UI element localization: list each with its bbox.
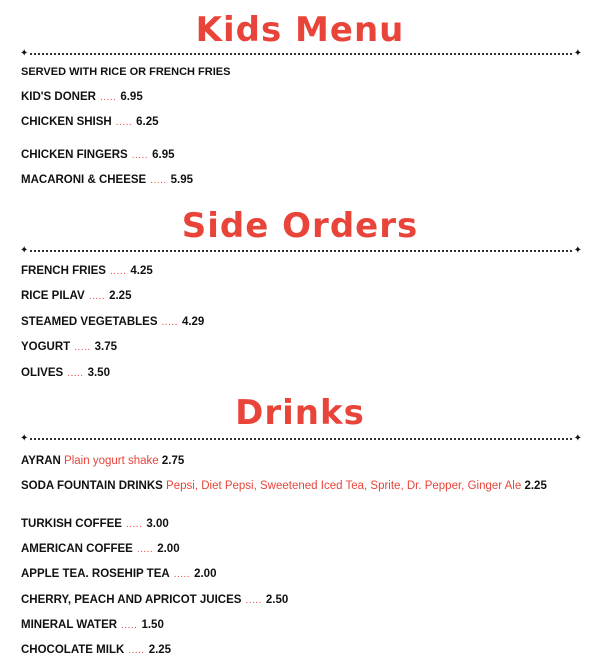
menu-item	[21, 315, 204, 330]
star-icon: ✦	[20, 48, 29, 59]
item-price: 2.25	[148, 644, 172, 656]
item-leader: .....	[128, 645, 145, 656]
item-price: 4.29	[181, 316, 205, 328]
menu-item	[21, 593, 288, 608]
item-price: 2.00	[194, 568, 217, 580]
menu-item	[21, 115, 159, 130]
item-price: 3.00	[146, 518, 169, 530]
kids-menu-title: Kids Menu	[195, 10, 405, 50]
kids-served-note: SERVED WITH RICE OR FRENCH FRIES	[21, 66, 231, 78]
item-name: STEAMED VEGETABLES	[21, 316, 158, 328]
item-price: 2.00	[157, 543, 180, 555]
item-leader: .....	[74, 342, 91, 353]
dotted-rule	[30, 250, 572, 252]
item-name: APPLE TEA. ROSEHIP TEA	[21, 568, 170, 580]
menu-item	[21, 340, 117, 355]
item-description: Plain yogurt shake	[64, 455, 159, 467]
item-name: TURKISH COFFEE	[21, 518, 122, 530]
menu-item	[21, 479, 561, 493]
item-leader: .....	[150, 175, 167, 186]
item-price: 2.25	[524, 480, 547, 492]
item-price: 3.50	[87, 367, 110, 379]
item-leader: .....	[173, 569, 191, 580]
item-price: 4.25	[130, 265, 153, 277]
menu-item	[21, 366, 110, 381]
item-name: RICE PILAV	[21, 290, 85, 302]
item-price: 2.50	[265, 594, 289, 606]
item-leader: .....	[99, 92, 117, 103]
item-description: Pepsi, Diet Pepsi, Sweetened Iced Tea, Sprite, Dr. Pepper, Ginger Ale	[166, 480, 522, 492]
item-name: CHICKEN SHISH	[21, 116, 112, 128]
menu-item	[21, 567, 216, 582]
section-divider	[22, 50, 580, 58]
menu-item	[21, 454, 184, 468]
menu-item	[21, 264, 153, 279]
item-name: FRENCH FRIES	[21, 265, 106, 277]
section-divider	[22, 247, 580, 255]
section-divider	[22, 435, 580, 443]
item-leader: .....	[115, 117, 133, 128]
item-leader: .....	[131, 150, 149, 161]
item-name: CHOCOLATE MILK	[21, 644, 125, 656]
item-name: KID'S DONER	[21, 91, 96, 103]
menu-item	[21, 517, 169, 532]
dotted-rule	[30, 438, 572, 440]
star-icon: ✦	[573, 245, 582, 256]
star-icon: ✦	[573, 48, 582, 59]
item-name: AMERICAN COFFEE	[21, 543, 133, 555]
item-leader: .....	[125, 519, 143, 530]
star-icon: ✦	[20, 245, 29, 256]
star-icon: ✦	[20, 433, 29, 444]
item-price: 6.95	[120, 91, 143, 103]
menu-item	[21, 173, 193, 188]
item-leader: .....	[88, 291, 106, 302]
item-name: MINERAL WATER	[21, 619, 118, 631]
side-orders-title: Side Orders	[181, 206, 419, 246]
item-name: MACARONI & CHEESE	[21, 174, 147, 186]
menu-item	[21, 618, 164, 633]
item-price: 3.75	[94, 341, 117, 353]
menu-item	[21, 289, 131, 304]
item-leader: .....	[245, 595, 262, 606]
item-name: CHERRY, PEACH AND APRICOT JUICES	[21, 594, 242, 606]
item-name: CHICKEN FINGERS	[21, 149, 128, 161]
item-price: 2.25	[109, 290, 132, 302]
item-price: 1.50	[141, 619, 164, 631]
item-price: 6.25	[136, 116, 159, 128]
item-name: YOGURT	[21, 341, 71, 353]
item-price: 5.95	[170, 174, 194, 186]
menu-item	[21, 643, 171, 658]
menu-item	[21, 148, 175, 163]
item-leader: .....	[121, 620, 138, 631]
item-price: 2.75	[161, 455, 185, 467]
item-leader: .....	[161, 317, 178, 328]
item-leader: .....	[67, 368, 84, 379]
star-icon: ✦	[573, 433, 582, 444]
item-price: 6.95	[152, 149, 175, 161]
menu-item	[21, 542, 180, 557]
item-leader: .....	[109, 266, 127, 277]
drinks-title: Drinks	[235, 393, 365, 433]
menu-item	[21, 90, 143, 105]
dotted-rule	[30, 53, 572, 55]
item-name: AYRAN	[21, 455, 61, 467]
item-leader: .....	[136, 544, 154, 555]
item-name: SODA FOUNTAIN DRINKS	[21, 480, 163, 492]
item-name: OLIVES	[21, 367, 64, 379]
